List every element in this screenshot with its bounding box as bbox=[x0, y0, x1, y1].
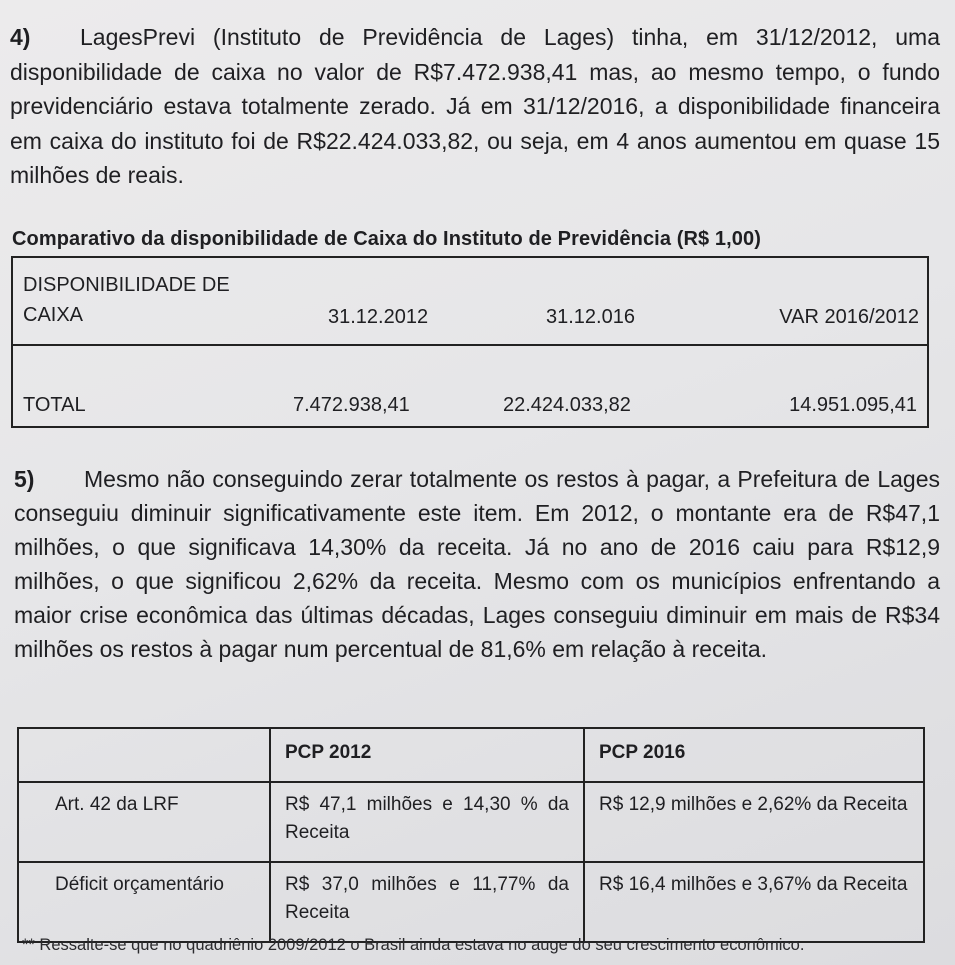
table-2-cell: R$ 37,0 milhões e 11,77% da Receita bbox=[270, 862, 584, 942]
pcp-table bbox=[17, 727, 925, 943]
table-2-cell: R$ 16,4 milhões e 3,67% da Receita bbox=[584, 862, 924, 942]
table-2-cell: R$ 47,1 milhões e 14,30 % da Receita bbox=[270, 782, 584, 862]
table-2-header-pcp-2012: PCP 2012 bbox=[270, 728, 584, 782]
table-1-total-var: 14.951.095,41 bbox=[789, 394, 917, 416]
table-2-header-empty bbox=[18, 728, 270, 782]
table-2-row-label: Déficit orçamentário bbox=[18, 862, 270, 942]
table-1-caption: Comparativo da disponibilidade de Caixa do Instituto de Previdência (R$ 1,00) bbox=[12, 228, 761, 250]
section-4-text: LagesPrevi (Instituto de Previdência de Lages) tinha, em 31/12/2012, uma disponibilidade de caixa no valor de R$7.472.938,41 mas, ao mesmo tempo, o fundo previdenciário estava totalmente zerado. Já em 31/12/2016, a disponibilidade financeira em caixa do instituto foi de R$22.424.033,82, ou seja, em 4 anos aumentou em quase 15 milhões de reais. bbox=[10, 24, 940, 188]
table-1-total-label: TOTAL bbox=[23, 394, 86, 416]
table-1-divider bbox=[13, 344, 927, 346]
section-5-text: Mesmo não conseguindo zerar totalmente os restos à pagar, a Prefeitura de Lages conseguiu diminuir significativamente este item. Em 2012, o montante era de R$47,1 milhões, o que significava 14,30% da receita. Já no ano de 2016 caiu para R$12,9 milhões, o que significou 2,62% da receita. Mesmo com os municípios enfrentando a maior crise econômica das últimas décadas, Lages conseguiu diminuir em mais de R$34 milhões os restos à pagar num percentual de 81,6% em relação à receita. bbox=[14, 466, 940, 662]
table-2-header-row bbox=[18, 728, 924, 782]
footnote: ** Ressalte-se que no quadriênio 2009/2012 o Brasil ainda estava no auge do seu crescimento econômico. bbox=[22, 936, 805, 954]
table-1-header-label: DISPONIBILIDADE DE CAIXA bbox=[23, 274, 230, 326]
table-2-row-label: Art. 42 da LRF bbox=[18, 782, 270, 862]
table-row bbox=[18, 782, 924, 862]
table-2-header-pcp-2016: PCP 2016 bbox=[584, 728, 924, 782]
section-4-number: 4) bbox=[10, 24, 31, 50]
table-1-header-var: VAR 2016/2012 bbox=[779, 306, 919, 328]
table-1-total-2012: 7.472.938,41 bbox=[293, 394, 410, 416]
section-5-paragraph bbox=[14, 462, 940, 666]
table-1-header-2016: 31.12.016 bbox=[546, 306, 635, 328]
table-1-total-2016: 22.424.033,82 bbox=[503, 394, 631, 416]
table-row bbox=[18, 862, 924, 942]
section-5-number: 5) bbox=[14, 466, 35, 492]
cash-comparison-table bbox=[11, 256, 929, 428]
section-4-paragraph bbox=[10, 20, 940, 193]
table-1-header-2012: 31.12.2012 bbox=[328, 306, 429, 328]
table-2-cell: R$ 12,9 milhões e 2,62% da Receita bbox=[584, 782, 924, 862]
